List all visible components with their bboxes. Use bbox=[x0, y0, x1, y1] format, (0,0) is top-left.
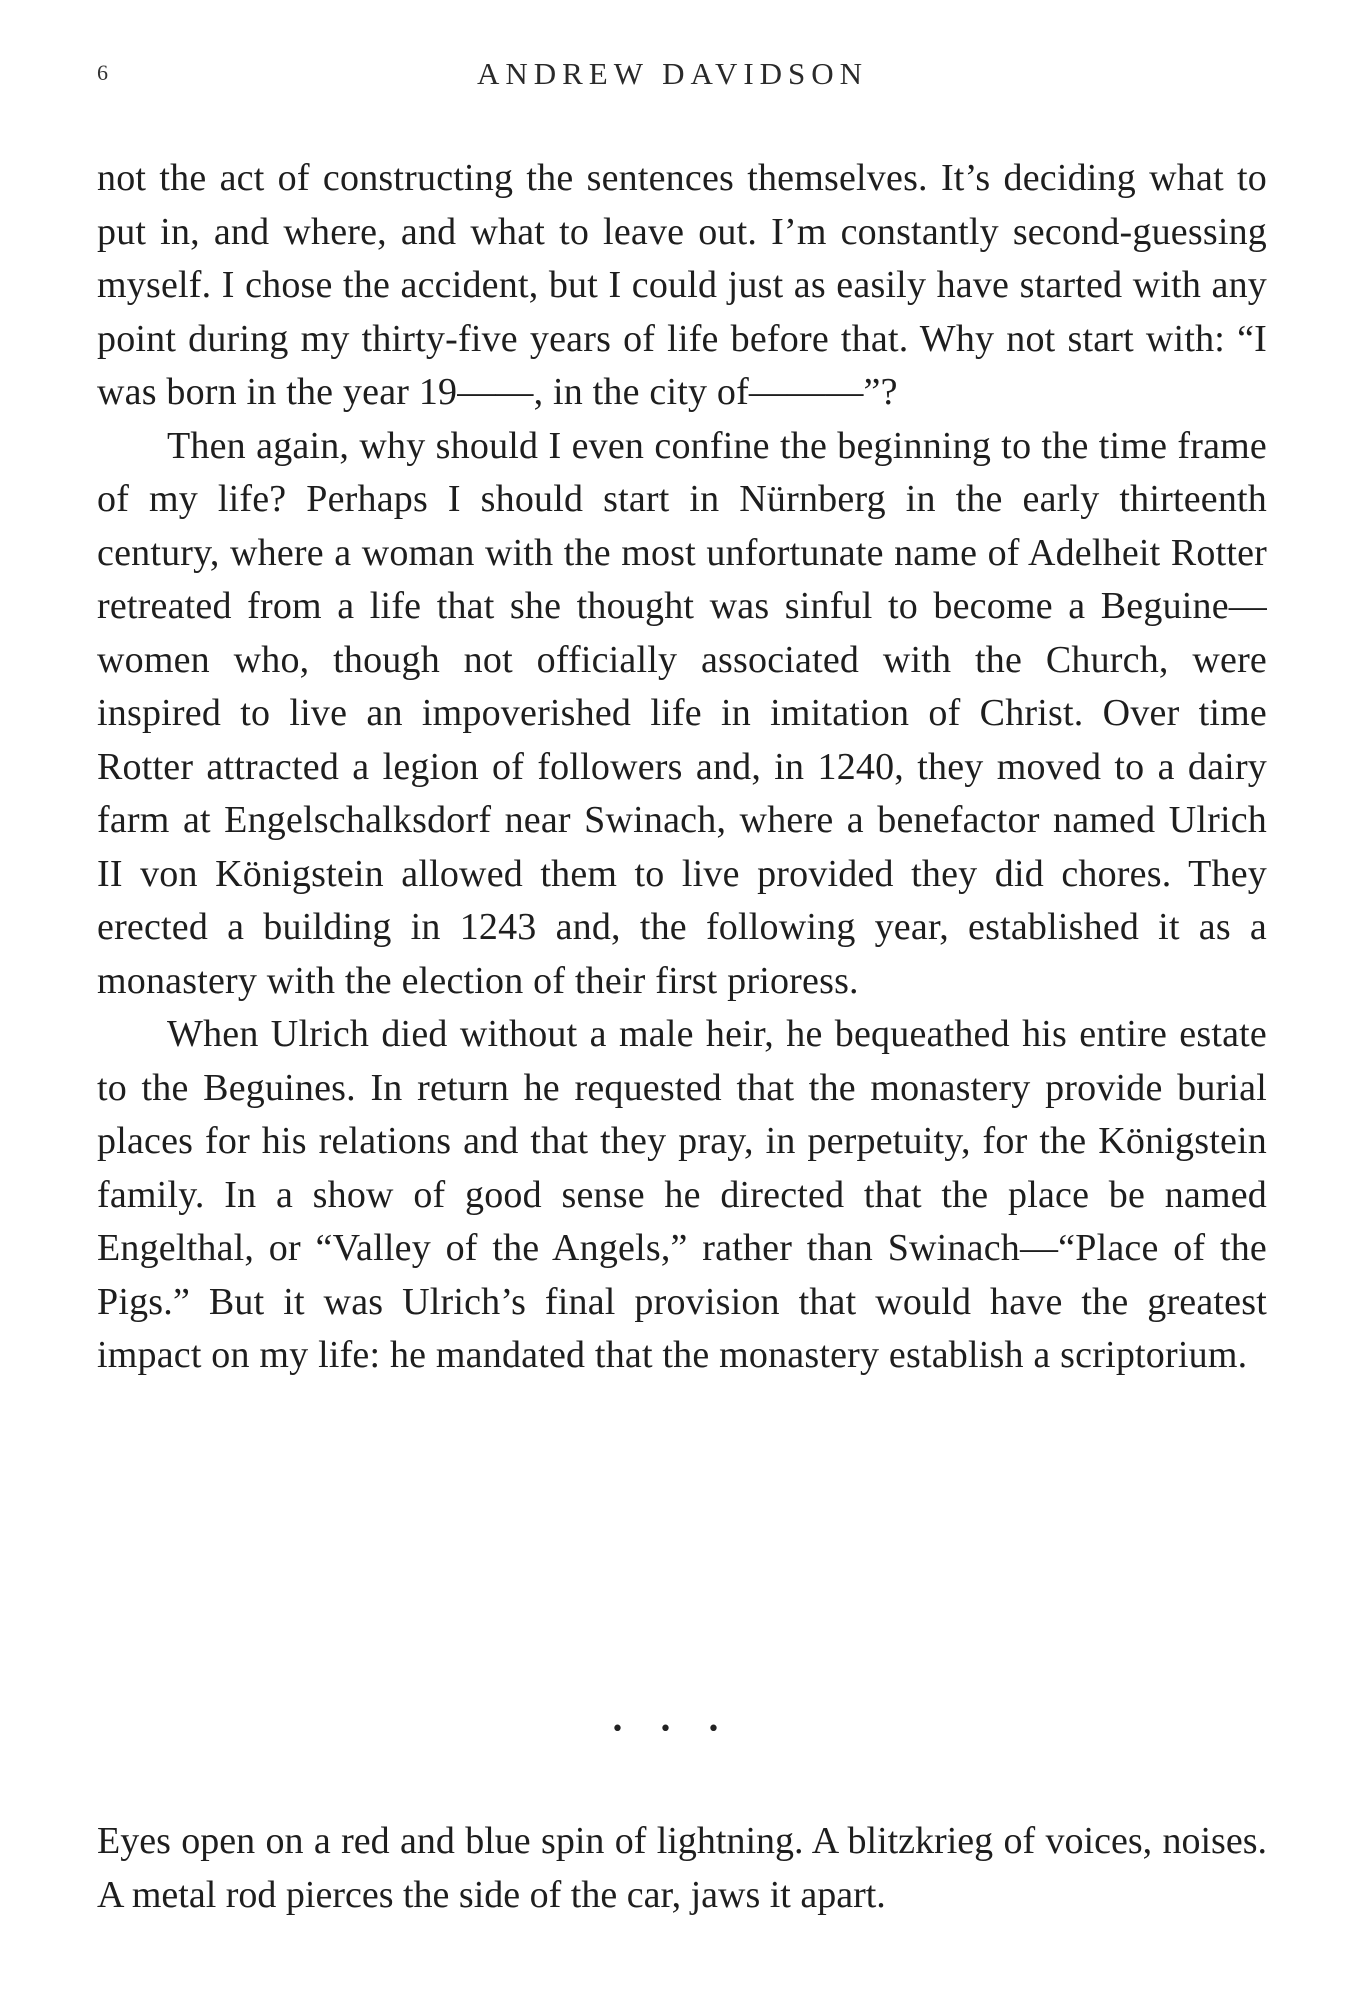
paragraph: not the act of constructing the sentences themselves. It’s deciding what to put in, and where, and what to leave out. I’m constantly second-guessing myself. I chose the accident, but I could just as easily have started with any point during my thirty-five years of life before that. Why not start with: “I was born in the year 19——, in the city of———”? bbox=[97, 157, 1267, 413]
paragraph: Eyes open on a red and blue spin of lightning. A blitzkrieg of voices, noises. A metal rod pierces the side of the car, jaws it apart. bbox=[97, 1820, 1267, 1916]
page-number: 6 bbox=[97, 60, 108, 85]
paragraph: When Ulrich died without a male heir, he bequeathed his entire estate to the Beguines. In return he requested that the monastery provide burial places for his relations and that they pray, in perpetuity, for the Königstein family. In a show of good sense he directed that the place be named Engelthal, or “Valley of the Angels,” rather than Swinach—“Place of the Pigs.” But it was Ulrich’s final provision that would have the greatest impact on my life: he mandated that the monastery establish a scriptorium. bbox=[97, 1013, 1267, 1376]
next-section-text bbox=[97, 1815, 1267, 1922]
section-break-ornament: • • • bbox=[611, 1717, 734, 1742]
paragraph: Then again, why should I even confine the beginning to the time frame of my life? Perhaps I should start in Nürnberg in the early thirteenth century, where a woman with the most unfortunate name of Adelheit Rotter retreated from a life that she thought was sinful to become a Beguine—women who, though not officially associated with the Church, were inspired to live an impoverished life in imitation of Christ. Over time Rotter attracted a legion of followers and, in 1240, they moved to a dairy farm at Engelschalksdorf near Swinach, where a benefactor named Ulrich II von Königstein allowed them to live provided they did chores. They erected a building in 1243 and, the following year, established it as a monastery with the election of their first prioress. bbox=[97, 424, 1267, 1002]
running-head: ANDREW DAVIDSON bbox=[476, 56, 869, 91]
body-text bbox=[97, 152, 1267, 1383]
